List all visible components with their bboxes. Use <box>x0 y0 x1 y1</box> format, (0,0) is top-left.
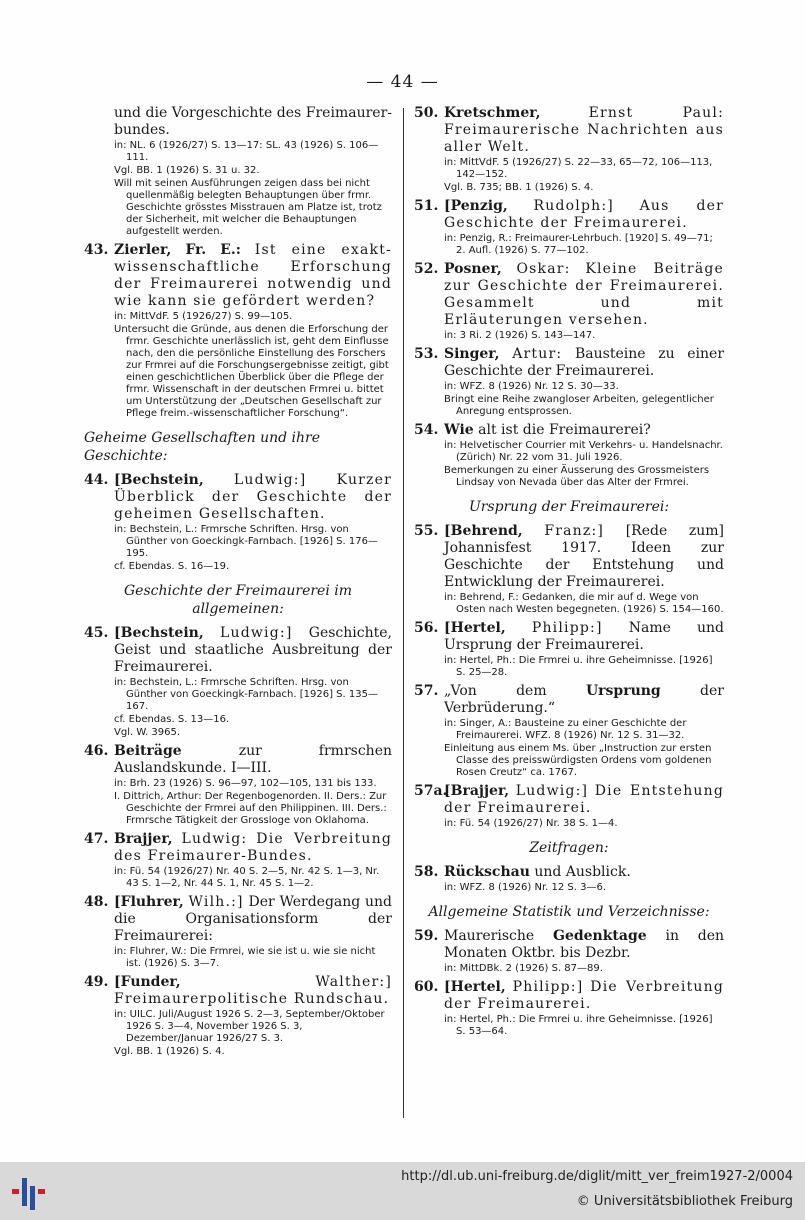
entry-56 <box>414 620 724 679</box>
entry-number: 49. <box>84 974 109 990</box>
entry-author-rest: Artur: <box>512 346 563 362</box>
entry-number: 53. <box>414 346 439 362</box>
entry-annotation: Untersucht die Gründe, aus denen die Erforschung der frmr. Geschichte unerlässlich ist, geht dem Einflusse nach, den die persönliche Einstellung des Forschers zur Frmrei auf die Forschungsergebnisse zeitigt, gibt einen geschichtlichen Überblick über die Pflege der frmr. Wissenschaft in der deutschen Frmrei u. bittet um Unterstützung der „Deutschen Gesellschaft zur Pflege freim.-wissenschaftlicher Forschung“. <box>114 324 389 419</box>
entry-number: 56. <box>414 620 439 636</box>
entry-43 <box>84 242 392 420</box>
entry-reference: in: NL. 6 (1926/27) S. 13—17: SL. 43 (1926) S. 106—111. <box>114 140 379 163</box>
entry-number: 44. <box>84 472 109 488</box>
entry-number: 45. <box>84 625 109 641</box>
section-heading: Zeitfragen: <box>529 840 609 856</box>
entry-number: 43. <box>84 242 109 258</box>
entry-60 <box>414 979 724 1038</box>
entry-author-rest: Oskar: <box>516 261 571 277</box>
entry-number: 57a. <box>414 783 448 799</box>
entry-48 <box>84 894 392 970</box>
entry-title: [Rede zum] Johannisfest 1917. Ideen zur Geschichte der Entstehung und Entwicklung der Freimaurerei. <box>444 523 724 590</box>
entry-57a <box>414 783 724 830</box>
entry-annotation: Bemerkungen zu einer Äusserung des Grossmeisters Lindsay von Nevada über das Alter der Frmrei. <box>444 465 710 488</box>
entry-author: Ursprung <box>585 683 661 699</box>
entry-59 <box>414 928 724 975</box>
copyright-text: © Universitätsbibliothek Freiburg <box>576 1194 793 1209</box>
entry-reference: Vgl. B. 735; BB. 1 (1926) S. 4. <box>444 182 594 193</box>
entry-reference: in: Brh. 23 (1926) S. 96—97, 102—105, 131 bis 133. <box>114 778 377 789</box>
entry-author-rest: Franz:] <box>544 523 605 539</box>
entry-number: 59. <box>414 928 439 944</box>
entry-author: Gedenktage <box>552 928 647 944</box>
entry-annotation: Bringt eine Reihe zwangloser Arbeiten, gelegentlicher Anregung entsprossen. <box>444 394 714 417</box>
entry-reference: in: Fü. 54 (1926/27) Nr. 40 S. 2—5, Nr. 42 S. 1—3, Nr. 43 S. 1—2, Nr. 44 S. 1, Nr. 45 S. 1—2. <box>114 866 380 889</box>
entry-number: 50. <box>414 105 439 121</box>
entry-reference: in: Singer, A.: Bausteine zu einer Geschichte der Freimaurerei. WFZ. 8 (1926) Nr. 12 S. 31—32. <box>444 718 687 741</box>
entry-number: 55. <box>414 523 439 539</box>
entry-55 <box>414 523 724 616</box>
entry-number: 60. <box>414 979 439 995</box>
entry-44 <box>84 472 392 573</box>
entry-reference: in: MittVdF. 5 (1926/27) S. 99—105. <box>114 311 293 322</box>
entry-reference: in: UILC. Juli/August 1926 S. 2—3, September/Oktober 1926 S. 3—4, November 1926 S. 3, Dezember/Januar 1926/27 S. 3. <box>114 1009 385 1044</box>
entry-reference: in: MittDBk. 2 (1926) S. 87—89. <box>444 963 603 974</box>
entry-number: 46. <box>84 743 109 759</box>
entry-author-rest: Rudolph:] <box>533 198 614 214</box>
section-heading: Ursprung der Freimaurerei: <box>468 499 670 515</box>
entry-author: [Bechstein, <box>114 625 204 641</box>
entry-reference: Vgl. BB. 1 (1926) S. 4. <box>114 1046 225 1057</box>
entry-author: Zierler, Fr. E.: <box>114 242 241 258</box>
page-number: — 44 — <box>366 72 439 92</box>
entry-title: Die Verbreitung der Freimaurerei. <box>444 979 725 1012</box>
entry-50 <box>414 105 724 194</box>
entry-author-rest: Ludwig:] <box>515 783 589 799</box>
section-heading: Geschichte der Freimaurerei im allgemeinen: <box>123 583 353 617</box>
entry-reference: Vgl. BB. 1 (1926) S. 31 u. 32. <box>114 165 260 176</box>
entry-author: [Brajjer, <box>444 783 510 799</box>
entry-title: und die Vorgeschichte des Freimaurer-bundes. <box>114 105 392 138</box>
entry-author-rest: Philipp:] <box>531 620 603 636</box>
entry-title: Die Verbreitung des Freimaurer-Bundes. <box>114 831 393 864</box>
entry-author: Rückschau <box>444 864 530 880</box>
right-column <box>414 105 724 1042</box>
entry-author: Posner, <box>444 261 502 277</box>
left-column <box>84 105 392 1062</box>
section-heading: Geheime Gesellschaften und ihre Geschichte: <box>84 430 321 464</box>
entry-reference: in: MittVdF. 5 (1926/27) S. 22—33, 65—72, 106—113, 142—152. <box>444 157 713 180</box>
entry-annotation: I. Dittrich, Arthur: Der Regenbogenorden. II. Ders.: Zur Geschichte der Frmrei auf den Philippinen. III. Ders.: Frmrsche Tätigkeit der Grossloge von Oklahoma. <box>114 791 387 826</box>
entry-author-rest: Philipp:] <box>512 979 584 995</box>
entry-number: 57. <box>414 683 439 699</box>
entry-46 <box>84 743 392 827</box>
entry-author: [Hertel, <box>444 620 506 636</box>
entry-number: 54. <box>414 422 439 438</box>
entry-52 <box>414 261 724 342</box>
entry-reference: Vgl. W. 3965. <box>114 727 181 738</box>
viewer-footer <box>0 1162 805 1220</box>
entry-author-rest: Ernst Paul: <box>588 105 724 121</box>
entry-author-rest: Ludwig:] <box>233 472 307 488</box>
entry-title: Der Werdegang und die Organisationsform der Freimaurerei: <box>114 894 392 944</box>
entry-reference: in: Fluhrer, W.: Die Frmrei, wie sie ist u. wie sie nicht ist. (1926) S. 3—7. <box>114 946 376 969</box>
entry-author: Wie <box>444 422 474 438</box>
entry-title-prefix: Maurerische <box>444 928 535 944</box>
entry-author-rest: Wilh.:] <box>188 894 244 910</box>
entry-reference: in: Helvetischer Courrier mit Verkehrs- u. Handelsnachr. (Zürich) Nr. 22 vom 31. Juli 1926. <box>444 440 723 463</box>
entry-reference: cf. Ebendas. S. 13—16. <box>114 714 230 725</box>
entry-title: in den Monaten Oktbr. bis Dezbr. <box>444 928 725 961</box>
entry-title: zur frmrschen Auslandskunde. I—III. <box>114 743 392 776</box>
entry-author: Kretschmer, <box>444 105 541 121</box>
entry-53 <box>414 346 724 418</box>
entry-author: [Funder, <box>114 974 181 990</box>
entry-reference: in: Behrend, F.: Gedanken, die mir auf d. Wege von Osten nach Westen begegneten. (1926) S. 154—160. <box>444 592 724 615</box>
entry-author: Singer, <box>444 346 500 362</box>
entry-number: 47. <box>84 831 109 847</box>
entry-47 <box>84 831 392 890</box>
entry-title: Kleine Beiträge zur Geschichte der Freimaurerei. Gesammelt und mit Erläuterungen versehen. <box>444 261 725 328</box>
entry-42-continuation <box>84 105 392 238</box>
entry-author-rest: Walther:] <box>315 974 392 990</box>
entry-45 <box>84 625 392 739</box>
entry-title: Aus der Geschichte der Freimaurerei. <box>444 198 724 231</box>
entry-author: Brajjer, <box>114 831 173 847</box>
entry-49 <box>84 974 392 1058</box>
entry-title: alt ist die Freimaurerei? <box>478 422 651 438</box>
entry-author: [Behrend, <box>444 523 523 539</box>
entry-reference: in: WFZ. 8 (1926) Nr. 12 S. 3—6. <box>444 882 607 893</box>
entry-title: der Verbrüderung.“ <box>444 683 724 716</box>
entry-reference: in: 3 Ri. 2 (1926) S. 143—147. <box>444 330 596 341</box>
entry-reference: in: Bechstein, L.: Frmrsche Schriften. Hrsg. von Günther von Goeckingk-Farnbach. [1926] S. 135—167. <box>114 677 378 712</box>
entry-author-rest: Ludwig: <box>181 831 248 847</box>
entry-title: Freimaurerpolitische Rundschau. <box>114 991 390 1007</box>
entry-author-rest: Ludwig:] <box>220 625 293 641</box>
entry-reference: in: WFZ. 8 (1926) Nr. 12 S. 30—33. <box>444 381 619 392</box>
entry-title: Name und Ursprung der Freimaurerei. <box>444 620 725 653</box>
entry-title: Geschichte, Geist und staatliche Ausbreitung der Freimaurerei. <box>114 625 392 675</box>
entry-title: und Ausblick. <box>534 864 631 880</box>
document-url-link[interactable]: http://dl.ub.uni-freiburg.de/diglit/mitt_ver_freim1927-2/0004 <box>401 1169 793 1184</box>
entry-51 <box>414 198 724 257</box>
entry-title: Freimaurerische Nachrichten aus aller Welt. <box>444 122 724 155</box>
entry-number: 48. <box>84 894 109 910</box>
ub-freiburg-logo-icon[interactable] <box>10 1172 54 1212</box>
entry-number: 52. <box>414 261 439 277</box>
entry-author: Beiträge <box>114 743 182 759</box>
entry-title: Kurzer Überblick der Geschichte der geheimen Gesellschaften. <box>114 472 393 522</box>
entry-author: [Hertel, <box>444 979 506 995</box>
entry-annotation: Will mit seinen Ausführungen zeigen dass bei nicht quellenmäßig belegten Behauptungen über frmr. Geschichte grösstes Misstrauen am Platze ist, trotz der Sicherheit, mit welcher die Behauptungen aufgestellt werden. <box>114 178 382 237</box>
entry-number: 58. <box>414 864 439 880</box>
entry-title: Die Entstehung der Freimaurerei. <box>444 783 725 816</box>
entry-title: Bausteine zu einer Geschichte der Freimaurerei. <box>444 346 725 379</box>
section-heading: Allgemeine Statistik und Verzeichnisse: <box>428 904 710 920</box>
entry-title: Ist eine exakt-wissenschaftliche Erforschung der Freimaurerei notwendig und wie kann sie gefördert werden? <box>114 242 392 309</box>
entry-reference: in: Hertel, Ph.: Die Frmrei u. ihre Geheimnisse. [1926] S. 25—28. <box>444 655 713 678</box>
entry-reference: in: Penzig, R.: Freimaurer-Lehrbuch. [1920] S. 49—71; 2. Aufl. (1926) S. 77—102. <box>444 233 713 256</box>
entry-58 <box>414 864 724 894</box>
entry-reference: in: Bechstein, L.: Frmrsche Schriften. Hrsg. von Günther von Goeckingk-Farnbach. [1926] S. 176—195. <box>114 524 378 559</box>
entry-number: 51. <box>414 198 439 214</box>
column-divider <box>403 108 404 1118</box>
entry-author: [Bechstein, <box>114 472 204 488</box>
entry-annotation: Einleitung aus einem Ms. über „Instruction zur ersten Classe des preisswürdigsten Ordens vom goldenen Rosen Creutz“ ca. 1767. <box>444 743 712 778</box>
entry-reference: in: Hertel, Ph.: Die Frmrei u. ihre Geheimnisse. [1926] S. 53—64. <box>444 1014 713 1037</box>
entry-reference: in: Fü. 54 (1926/27) Nr. 38 S. 1—4. <box>444 818 618 829</box>
entry-author: [Fluhrer, <box>114 894 184 910</box>
entry-57 <box>414 683 724 779</box>
entry-title-prefix: „Von dem <box>444 683 547 699</box>
entry-54 <box>414 422 724 489</box>
entry-author: [Penzig, <box>444 198 508 214</box>
entry-reference: cf. Ebendas. S. 16—19. <box>114 561 230 572</box>
